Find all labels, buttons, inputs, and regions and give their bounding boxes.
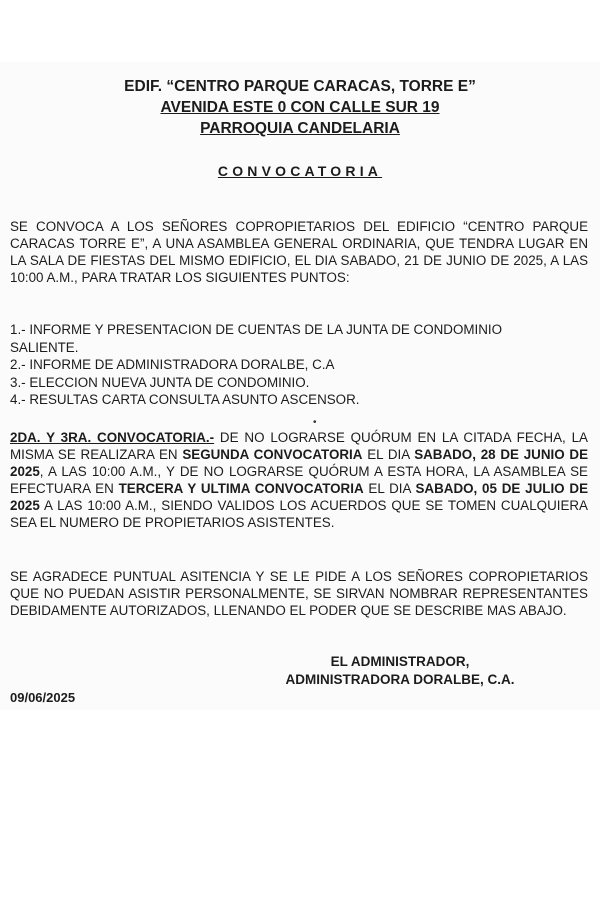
intro-paragraph: SE CONVOCA A LOS SEÑORES COPROPIETARIOS DEL EDIFICIO “CENTRO PARQUE CARACAS TORRE E”, A UNA ASAMBLEA GENERAL ORDINARIA, QUE TENDRA LUGAR EN LA SALA DE FIESTAS DEL MISMO EDIFICIO, EL DIA SABADO, 21 DE JUNIO DE 2025, A LAS 10:00 A.M., PARA TRATAR LOS SIGUIENTES PUNTOS:: [10, 219, 588, 285]
third-call-date: SABADO, 05 DE JULIO DE 2025: [10, 481, 588, 513]
agenda-item-4: 4.- RESULTAS CARTA CONSULTA ASUNTO ASCENSOR.: [10, 392, 360, 408]
agenda-item-1-cont: SALIENTE.: [10, 339, 79, 355]
signature-company: ADMINISTRADORA DORALBE, C.A.: [285, 672, 515, 687]
scan-speck: •: [313, 417, 317, 428]
building-header: [0, 76, 600, 139]
second-call-label: SEGUNDA CONVOCATORIA: [182, 447, 363, 462]
second-call-text-1: DE NO LOGRARSE QUÓRUM EN LA CITADA FECHA, LA MISMA SE REALIZARA EN: [10, 430, 588, 462]
third-call-label: TERCERA Y ULTIMA CONVOCATORIA: [118, 481, 364, 496]
building-parish: PARROQUIA CANDELARIA: [200, 120, 400, 137]
second-call-text-5: A LAS 10:00 A.M., SIENDO VALIDOS LOS ACUERDOS QUE SE TOMEN CUALQUIERA SEA EL NUMERO DE PROPIETARIOS ASISTENTES.: [10, 498, 588, 530]
second-call-text-2: EL DIA: [362, 447, 415, 462]
document-title: CONVOCATORIA: [217, 163, 383, 179]
signature-role: EL ADMINISTRADOR,: [330, 654, 470, 669]
second-call-text-4: EL DIA: [363, 481, 416, 496]
second-call-date: SABADO, 28 DE JUNIO DE 2025: [10, 447, 588, 479]
document-date: 09/06/2025: [10, 690, 76, 705]
second-call-heading: 2DA. Y 3RA. CONVOCATORIA.-: [10, 430, 215, 445]
second-call-paragraph: [10, 429, 588, 531]
signature-block: [250, 653, 550, 689]
agenda-list: [10, 321, 590, 409]
building-name: EDIF. “CENTRO PARQUE CARACAS, TORRE E”: [124, 78, 476, 95]
second-call-text-3: , A LAS 10:00 A.M., Y DE NO LOGRARSE QUÓRUM A ESTA HORA, LA ASAMBLEA SE EFECTUARA EN: [10, 464, 588, 496]
agenda-item-1: 1.- INFORME Y PRESENTACION DE CUENTAS DE LA JUNTA DE CONDOMINIO: [10, 322, 503, 337]
building-address: AVENIDA ESTE 0 CON CALLE SUR 19: [160, 99, 440, 116]
closing-paragraph: SE AGRADECE PUNTUAL ASITENCIA Y SE LE PIDE A LOS SEÑORES COPROPIETARIOS QUE NO PUEDAN ASISTIR PERSONALMENTE, SE SIRVAN NOMBRAR REPRESENTANTES DEBIDAMENTE AUTORIZADOS, LLENANDO EL PODER QUE SE DESCRIBE MAS ABAJO.: [10, 569, 588, 618]
agenda-item-2: 2.- INFORME DE ADMINISTRADORA DORALBE, C.A: [10, 357, 335, 373]
agenda-item-3: 3.- ELECCION NUEVA JUNTA DE CONDOMINIO.: [10, 374, 310, 390]
